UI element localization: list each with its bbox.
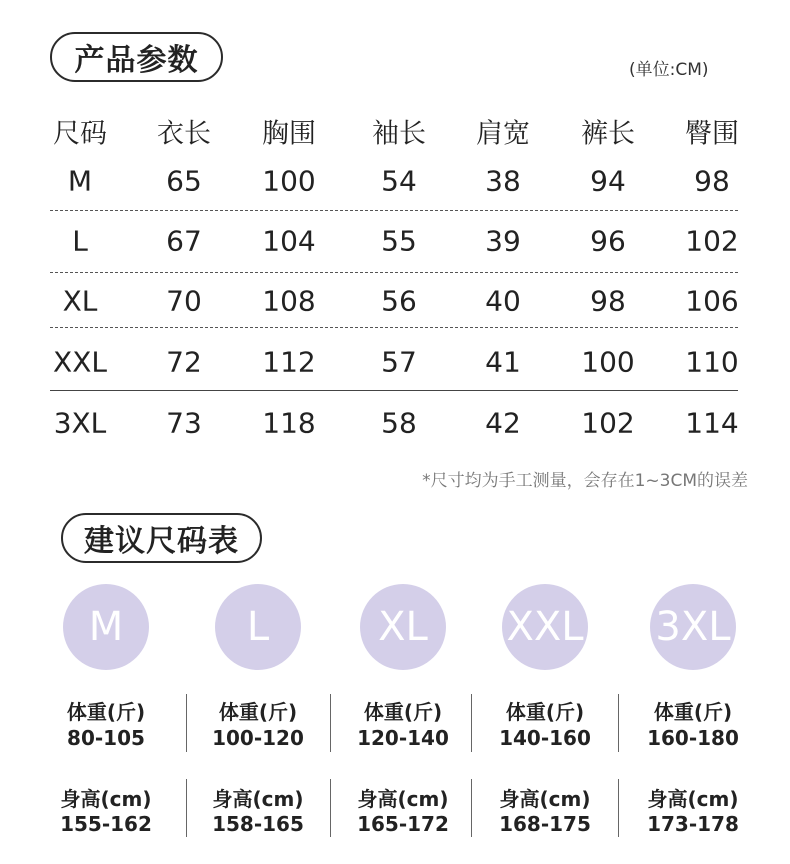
table-cell: 73 [166,406,202,440]
height-range: 155-162 [60,812,152,836]
weight-label: 体重(斤) [505,700,585,724]
table-cell: 118 [262,406,316,440]
measurement-note: *尺寸均为手工测量，会存在1~3CM的误差 [422,471,748,491]
table-cell: 98 [590,284,626,318]
table-cell: 38 [485,164,521,198]
size-circle: L [215,584,301,670]
table-cell: 108 [262,284,316,318]
table-header-cell: 胸围 [262,118,316,150]
weight-range: 100-120 [212,726,304,750]
weight-range: 120-140 [357,726,449,750]
table-cell: 96 [590,224,626,258]
table-cell: 104 [262,224,316,258]
table-cell: 72 [166,345,202,379]
table-cell: 40 [485,284,521,318]
weight-range: 140-160 [499,726,591,750]
table-cell: M [67,164,93,198]
table-cell: L [72,224,88,258]
column-divider [330,694,331,752]
column-divider [186,694,187,752]
height-range: 158-165 [212,812,304,836]
size-circle: M [63,584,149,670]
table-cell: 110 [685,345,739,379]
weight-range: 160-180 [647,726,739,750]
table-cell: 55 [381,224,417,258]
table-cell: 42 [485,406,521,440]
table-row [0,216,790,266]
table-cell: 114 [685,406,739,440]
table-cell: 56 [381,284,417,318]
height-label: 身高(cm) [60,787,152,811]
unit-label: (单位:CM) [629,60,709,80]
row-divider [50,210,738,211]
table-cell: 54 [381,164,417,198]
height-label: 身高(cm) [212,787,304,811]
weight-label: 体重(斤) [66,700,146,724]
table-cell: 106 [685,284,739,318]
table-header-cell: 衣长 [157,118,211,150]
row-divider [50,272,738,273]
table-cell: XL [62,284,98,318]
row-divider [50,327,738,328]
table-cell: 58 [381,406,417,440]
table-cell: 98 [694,164,730,198]
table-cell: 41 [485,345,521,379]
column-divider [471,779,472,837]
table-header-cell: 臀围 [685,118,739,150]
weight-label: 体重(斤) [653,700,733,724]
height-label: 身高(cm) [357,787,449,811]
table-row [0,337,790,387]
size-circle: XXL [502,584,588,670]
size-circle: 3XL [650,584,736,670]
column-divider [618,779,619,837]
column-divider [618,694,619,752]
table-header-cell: 裤长 [581,118,635,150]
table-row [0,398,790,448]
table-cell: 67 [166,224,202,258]
weight-label: 体重(斤) [363,700,443,724]
column-divider [471,694,472,752]
size-circle: XL [360,584,446,670]
table-cell: 100 [581,345,635,379]
table-cell: 39 [485,224,521,258]
table-header-row [0,106,790,156]
weight-range: 80-105 [67,726,145,750]
height-label: 身高(cm) [647,787,739,811]
table-cell: 100 [262,164,316,198]
table-header-cell: 袖长 [372,118,426,150]
height-range: 173-178 [647,812,739,836]
row-divider [50,390,738,391]
section-title-recommend: 建议尺码表 [61,513,262,563]
height-label: 身高(cm) [499,787,591,811]
table-header-cell: 肩宽 [476,118,530,150]
section-title-params: 产品参数 [50,32,223,82]
table-cell: 102 [581,406,635,440]
table-cell: 112 [262,345,316,379]
table-header-cell: 尺码 [53,118,107,150]
table-cell: 94 [590,164,626,198]
table-cell: 3XL [53,406,107,440]
table-cell: 70 [166,284,202,318]
weight-label: 体重(斤) [218,700,298,724]
height-range: 168-175 [499,812,591,836]
table-row [0,156,790,206]
table-cell: 102 [685,224,739,258]
table-cell: 65 [166,164,202,198]
table-cell: XXL [53,345,107,379]
height-range: 165-172 [357,812,449,836]
column-divider [330,779,331,837]
table-cell: 57 [381,345,417,379]
column-divider [186,779,187,837]
table-row [0,276,790,326]
